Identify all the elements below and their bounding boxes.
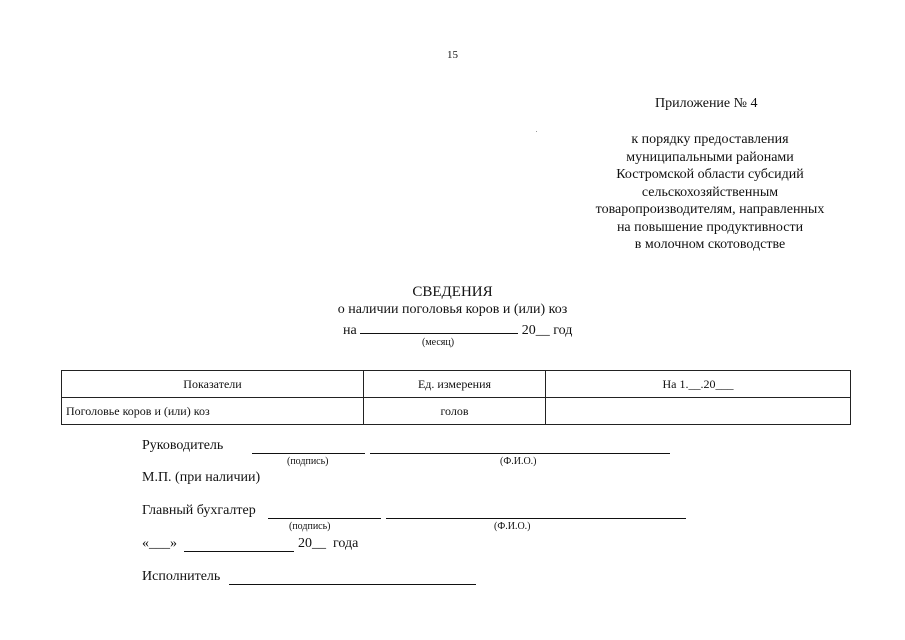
sign-date-year: 20__ [298,536,326,551]
appendix-title: Приложение № 4 [655,96,758,111]
order-line: сельскохозяйственным [641,184,779,200]
accountant-signature-hint: (подпись) [289,521,331,532]
report-date-line [343,320,572,339]
livestock-table [61,370,851,425]
executor-label: Исполнитель [142,569,221,584]
header-date: На 1.__.20___ [546,371,851,398]
order-line: в молочном скотоводстве [634,237,786,252]
head-signature-hint: (подпись) [287,456,329,467]
date-prefix: на [343,323,357,338]
accountant-label: Главный бухгалтер [142,503,256,518]
sign-date-suffix: года [333,536,359,551]
accountant-name-line[interactable] [386,518,686,519]
header-unit: Ед. измерения [364,371,546,398]
document-subtitle: о наличии поголовья коров и (или) коз [337,302,568,317]
sign-date-open: «___» [142,536,177,551]
page-number: 15 [447,49,458,61]
month-hint: (месяц) [422,337,455,348]
order-line: к порядку предоставления [631,132,789,147]
order-line: на повышение продуктивности [616,219,804,235]
cell-unit: голов [364,398,546,425]
head-name-hint: (Ф.И.О.) [500,456,537,467]
accountant-name-hint: (Ф.И.О.) [494,521,531,532]
date-suffix: год [553,323,573,338]
scan-dot [536,131,537,132]
month-blank[interactable] [360,320,518,334]
accountant-signature-line[interactable] [268,518,381,519]
sign-date-month-line[interactable] [184,551,294,552]
cell-value[interactable] [546,398,851,425]
head-label: Руководитель [142,438,224,453]
head-name-line[interactable] [370,453,670,454]
order-line: муниципальными районами [626,149,794,165]
appendix-order-text [560,131,860,254]
table-row [62,398,851,425]
head-signature-line[interactable] [252,453,365,454]
date-year: 20__ [521,323,550,338]
order-line: Костромской области субсидий [616,167,804,182]
seal-text: М.П. (при наличии) [142,470,261,485]
order-line: товаропроизводителям, направленных [595,202,825,217]
executor-line[interactable] [229,584,476,585]
table-header-row [62,371,851,398]
cell-indicator: Поголовье коров и (или) коз [62,398,364,425]
document-title: СВЕДЕНИЯ [412,284,493,300]
header-indicators: Показатели [62,371,364,398]
